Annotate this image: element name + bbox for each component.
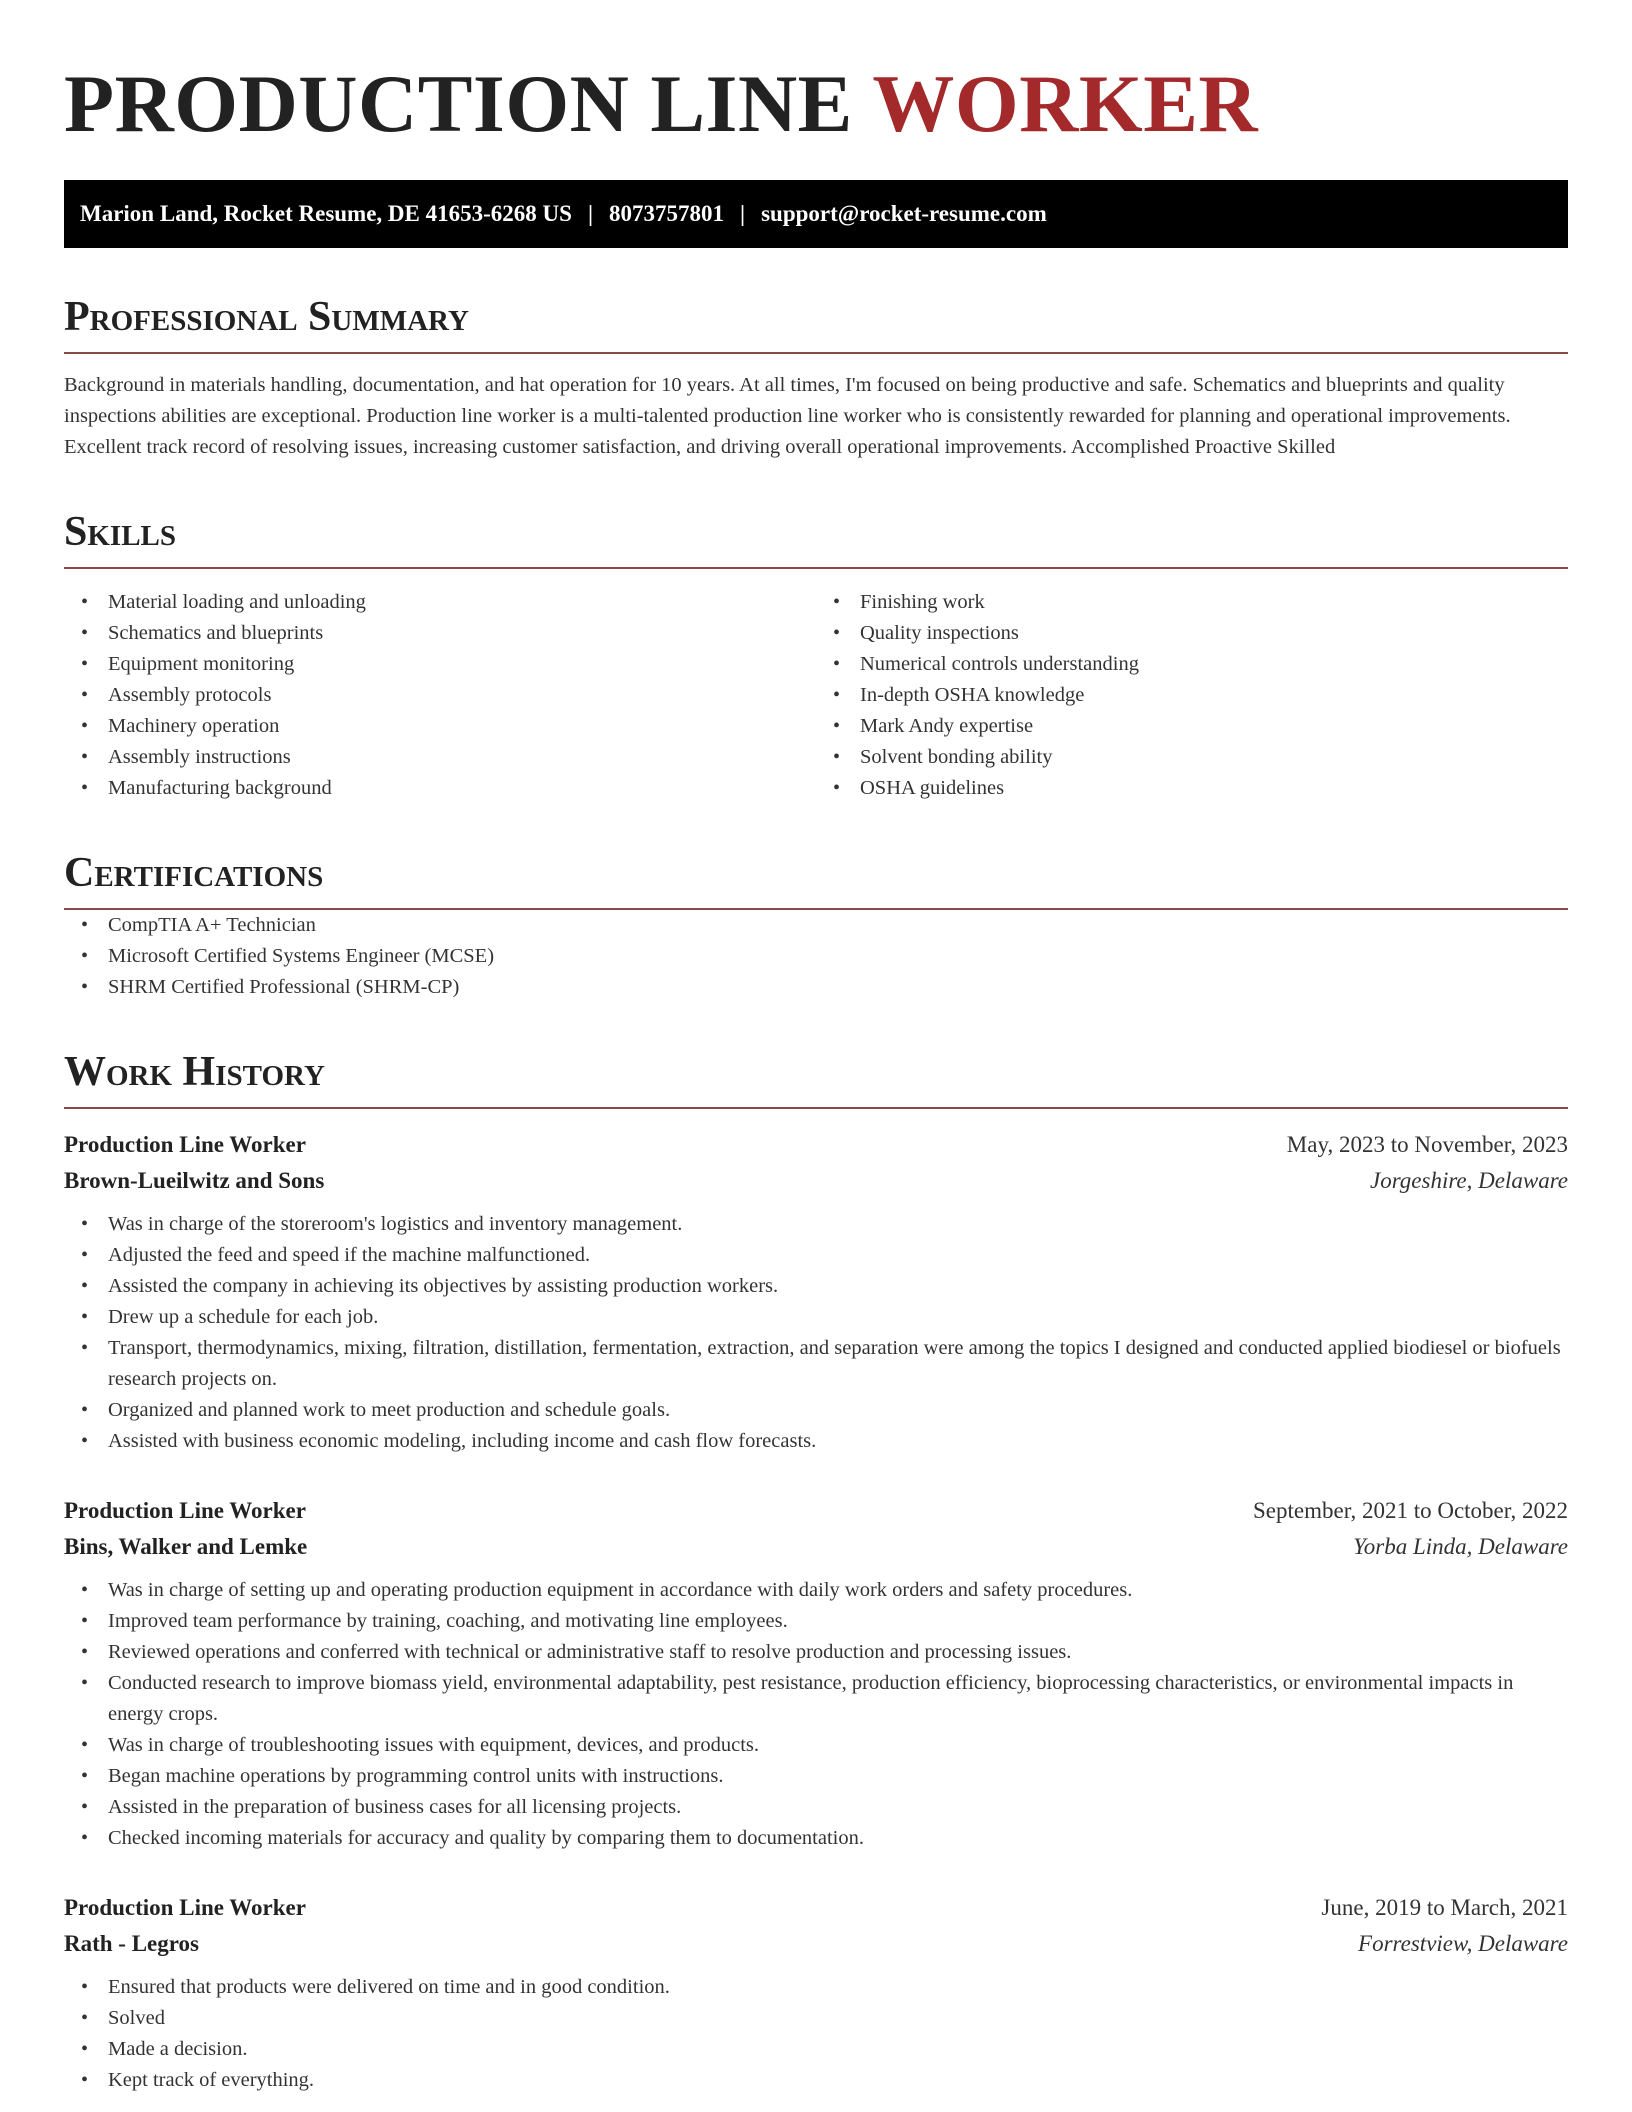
skill-item: • Schematics and blueprints bbox=[64, 618, 816, 649]
contact-separator: | bbox=[587, 201, 594, 226]
job-bullet: • Drew up a schedule for each job. bbox=[64, 1302, 1568, 1333]
certification-item: • SHRM Certified Professional (SHRM-CP) bbox=[64, 972, 1568, 1003]
summary-section bbox=[64, 292, 1568, 463]
resume-title bbox=[64, 0, 1568, 150]
skills-heading: Skills bbox=[64, 507, 1568, 569]
job-bullets bbox=[64, 1575, 1568, 1854]
contact-separator: | bbox=[740, 201, 746, 226]
work-history-heading: Work History bbox=[64, 1047, 1568, 1109]
skill-item: • Material loading and unloading bbox=[64, 587, 816, 618]
job-bullet: • Adjusted the feed and speed if the machine malfunctioned. bbox=[64, 1240, 1568, 1271]
job-bullet: • Was in charge of setting up and operating production equipment in accordance with daily work orders and safety procedures. bbox=[64, 1575, 1568, 1606]
job-bullet: • Assisted the company in achieving its objectives by assisting production workers. bbox=[64, 1271, 1568, 1302]
skill-item: • In-depth OSHA knowledge bbox=[816, 680, 1568, 711]
certification-item: • Microsoft Certified Systems Engineer (MCSE) bbox=[64, 941, 1568, 972]
job-header-row bbox=[64, 1127, 1568, 1163]
summary-text: Background in materials handling, documentation, and hat operation for 10 years. At all times, I'm focused on being productive and safe. Schematics and blueprints and quality inspections abilities are exceptional. Production line worker is a multi-talented production line worker who is consistently rewarded for planning and operational improvements. Excellent track record of resolving issues, increasing customer satisfaction, and driving overall operational improvements. Accomplished Proactive Skilled bbox=[64, 374, 1511, 458]
summary-heading: Professional Summary bbox=[64, 292, 1568, 354]
skill-item: • OSHA guidelines bbox=[816, 773, 1568, 804]
job-dates: June, 2019 to March, 2021 bbox=[1321, 1895, 1568, 1920]
job-dates: May, 2023 to November, 2023 bbox=[1286, 1132, 1568, 1157]
job-bullet: • Conducted research to improve biomass yield, environmental adaptability, pest resistance, production efficiency, bioprocessing characteristics, or environmental impacts in energy crops. bbox=[64, 1668, 1568, 1730]
job-bullet: • Was in charge of the storeroom's logistics and inventory management. bbox=[64, 1209, 1568, 1240]
skills-section bbox=[64, 507, 1568, 804]
skill-item: • Machinery operation bbox=[64, 711, 816, 742]
work-history-section bbox=[64, 1047, 1568, 2096]
skill-item: • Mark Andy expertise bbox=[816, 711, 1568, 742]
job-subheader-row bbox=[64, 1926, 1568, 1962]
certifications-list bbox=[64, 910, 1568, 1003]
job-title: Production Line Worker bbox=[64, 1895, 306, 1920]
skill-item: • Finishing work bbox=[816, 587, 1568, 618]
job-location: Jorgeshire, Delaware bbox=[1369, 1168, 1568, 1193]
job-bullet: • Checked incoming materials for accuracy and quality by comparing them to documentation. bbox=[64, 1823, 1568, 1854]
skills-grid bbox=[64, 587, 1568, 804]
job-location: Forrestview, Delaware bbox=[1358, 1931, 1568, 1956]
job-bullet: • Was in charge of troubleshooting issues with equipment, devices, and products. bbox=[64, 1730, 1568, 1761]
job-company: Brown-Lueilwitz and Sons bbox=[64, 1168, 325, 1193]
job-dates: September, 2021 to October, 2022 bbox=[1253, 1498, 1568, 1523]
job-bullet: • Made a decision. bbox=[64, 2034, 1568, 2065]
job-bullet: • Assisted with business economic modeling, including income and cash flow forecasts. bbox=[64, 1426, 1568, 1457]
job-title: Production Line Worker bbox=[64, 1498, 306, 1523]
job-bullet: • Organized and planned work to meet production and schedule goals. bbox=[64, 1395, 1568, 1426]
job-company: Rath - Legros bbox=[64, 1931, 200, 1956]
certifications-heading: Certifications bbox=[64, 848, 1568, 910]
title-accent: WORKER bbox=[872, 58, 1259, 149]
job-bullets bbox=[64, 1209, 1568, 1457]
job-header-row bbox=[64, 1493, 1568, 1529]
job-bullet: • Improved team performance by training, coaching, and motivating line employees. bbox=[64, 1606, 1568, 1637]
skill-item: • Quality inspections bbox=[816, 618, 1568, 649]
certification-item: • CompTIA A+ Technician bbox=[64, 910, 1568, 941]
job-subheader-row bbox=[64, 1163, 1568, 1199]
contact-email: support@rocket-resume.com bbox=[761, 201, 1047, 226]
job-entry bbox=[64, 1890, 1568, 2096]
job-company: Bins, Walker and Lemke bbox=[64, 1534, 308, 1559]
skill-item: • Assembly protocols bbox=[64, 680, 816, 711]
job-entry bbox=[64, 1127, 1568, 1457]
skill-item: • Equipment monitoring bbox=[64, 649, 816, 680]
job-bullet: • Solved bbox=[64, 2003, 1568, 2034]
job-bullets bbox=[64, 1972, 1568, 2096]
skills-list-left bbox=[64, 587, 816, 804]
job-bullet: • Transport, thermodynamics, mixing, filtration, distillation, fermentation, extraction, and separation were among the topics I designed and conducted applied biodiesel or biofuels research projects on. bbox=[64, 1333, 1568, 1395]
skill-item: • Manufacturing background bbox=[64, 773, 816, 804]
job-bullet: • Reviewed operations and conferred with technical or administrative staff to resolve production and processing issues. bbox=[64, 1637, 1568, 1668]
job-subheader-row bbox=[64, 1529, 1568, 1565]
title-main: PRODUCTION LINE bbox=[64, 58, 853, 149]
skill-item: • Solvent bonding ability bbox=[816, 742, 1568, 773]
job-bullet: • Kept track of everything. bbox=[64, 2065, 1568, 2096]
contact-bar bbox=[64, 180, 1568, 248]
job-location: Yorba Linda, Delaware bbox=[1353, 1534, 1568, 1559]
job-entry bbox=[64, 1493, 1568, 1854]
contact-phone: 8073757801 bbox=[609, 201, 725, 226]
job-bullet: • Ensured that products were delivered on time and in good condition. bbox=[64, 1972, 1568, 2003]
job-title: Production Line Worker bbox=[64, 1132, 306, 1157]
job-bullet: • Assisted in the preparation of business cases for all licensing projects. bbox=[64, 1792, 1568, 1823]
skill-item: • Numerical controls understanding bbox=[816, 649, 1568, 680]
contact-address: Marion Land, Rocket Resume, DE 41653-6268 US bbox=[80, 201, 572, 226]
certifications-section bbox=[64, 848, 1568, 1003]
job-header-row bbox=[64, 1890, 1568, 1926]
job-bullet: • Began machine operations by programming control units with instructions. bbox=[64, 1761, 1568, 1792]
skill-item: • Assembly instructions bbox=[64, 742, 816, 773]
skills-list-right bbox=[816, 587, 1568, 804]
